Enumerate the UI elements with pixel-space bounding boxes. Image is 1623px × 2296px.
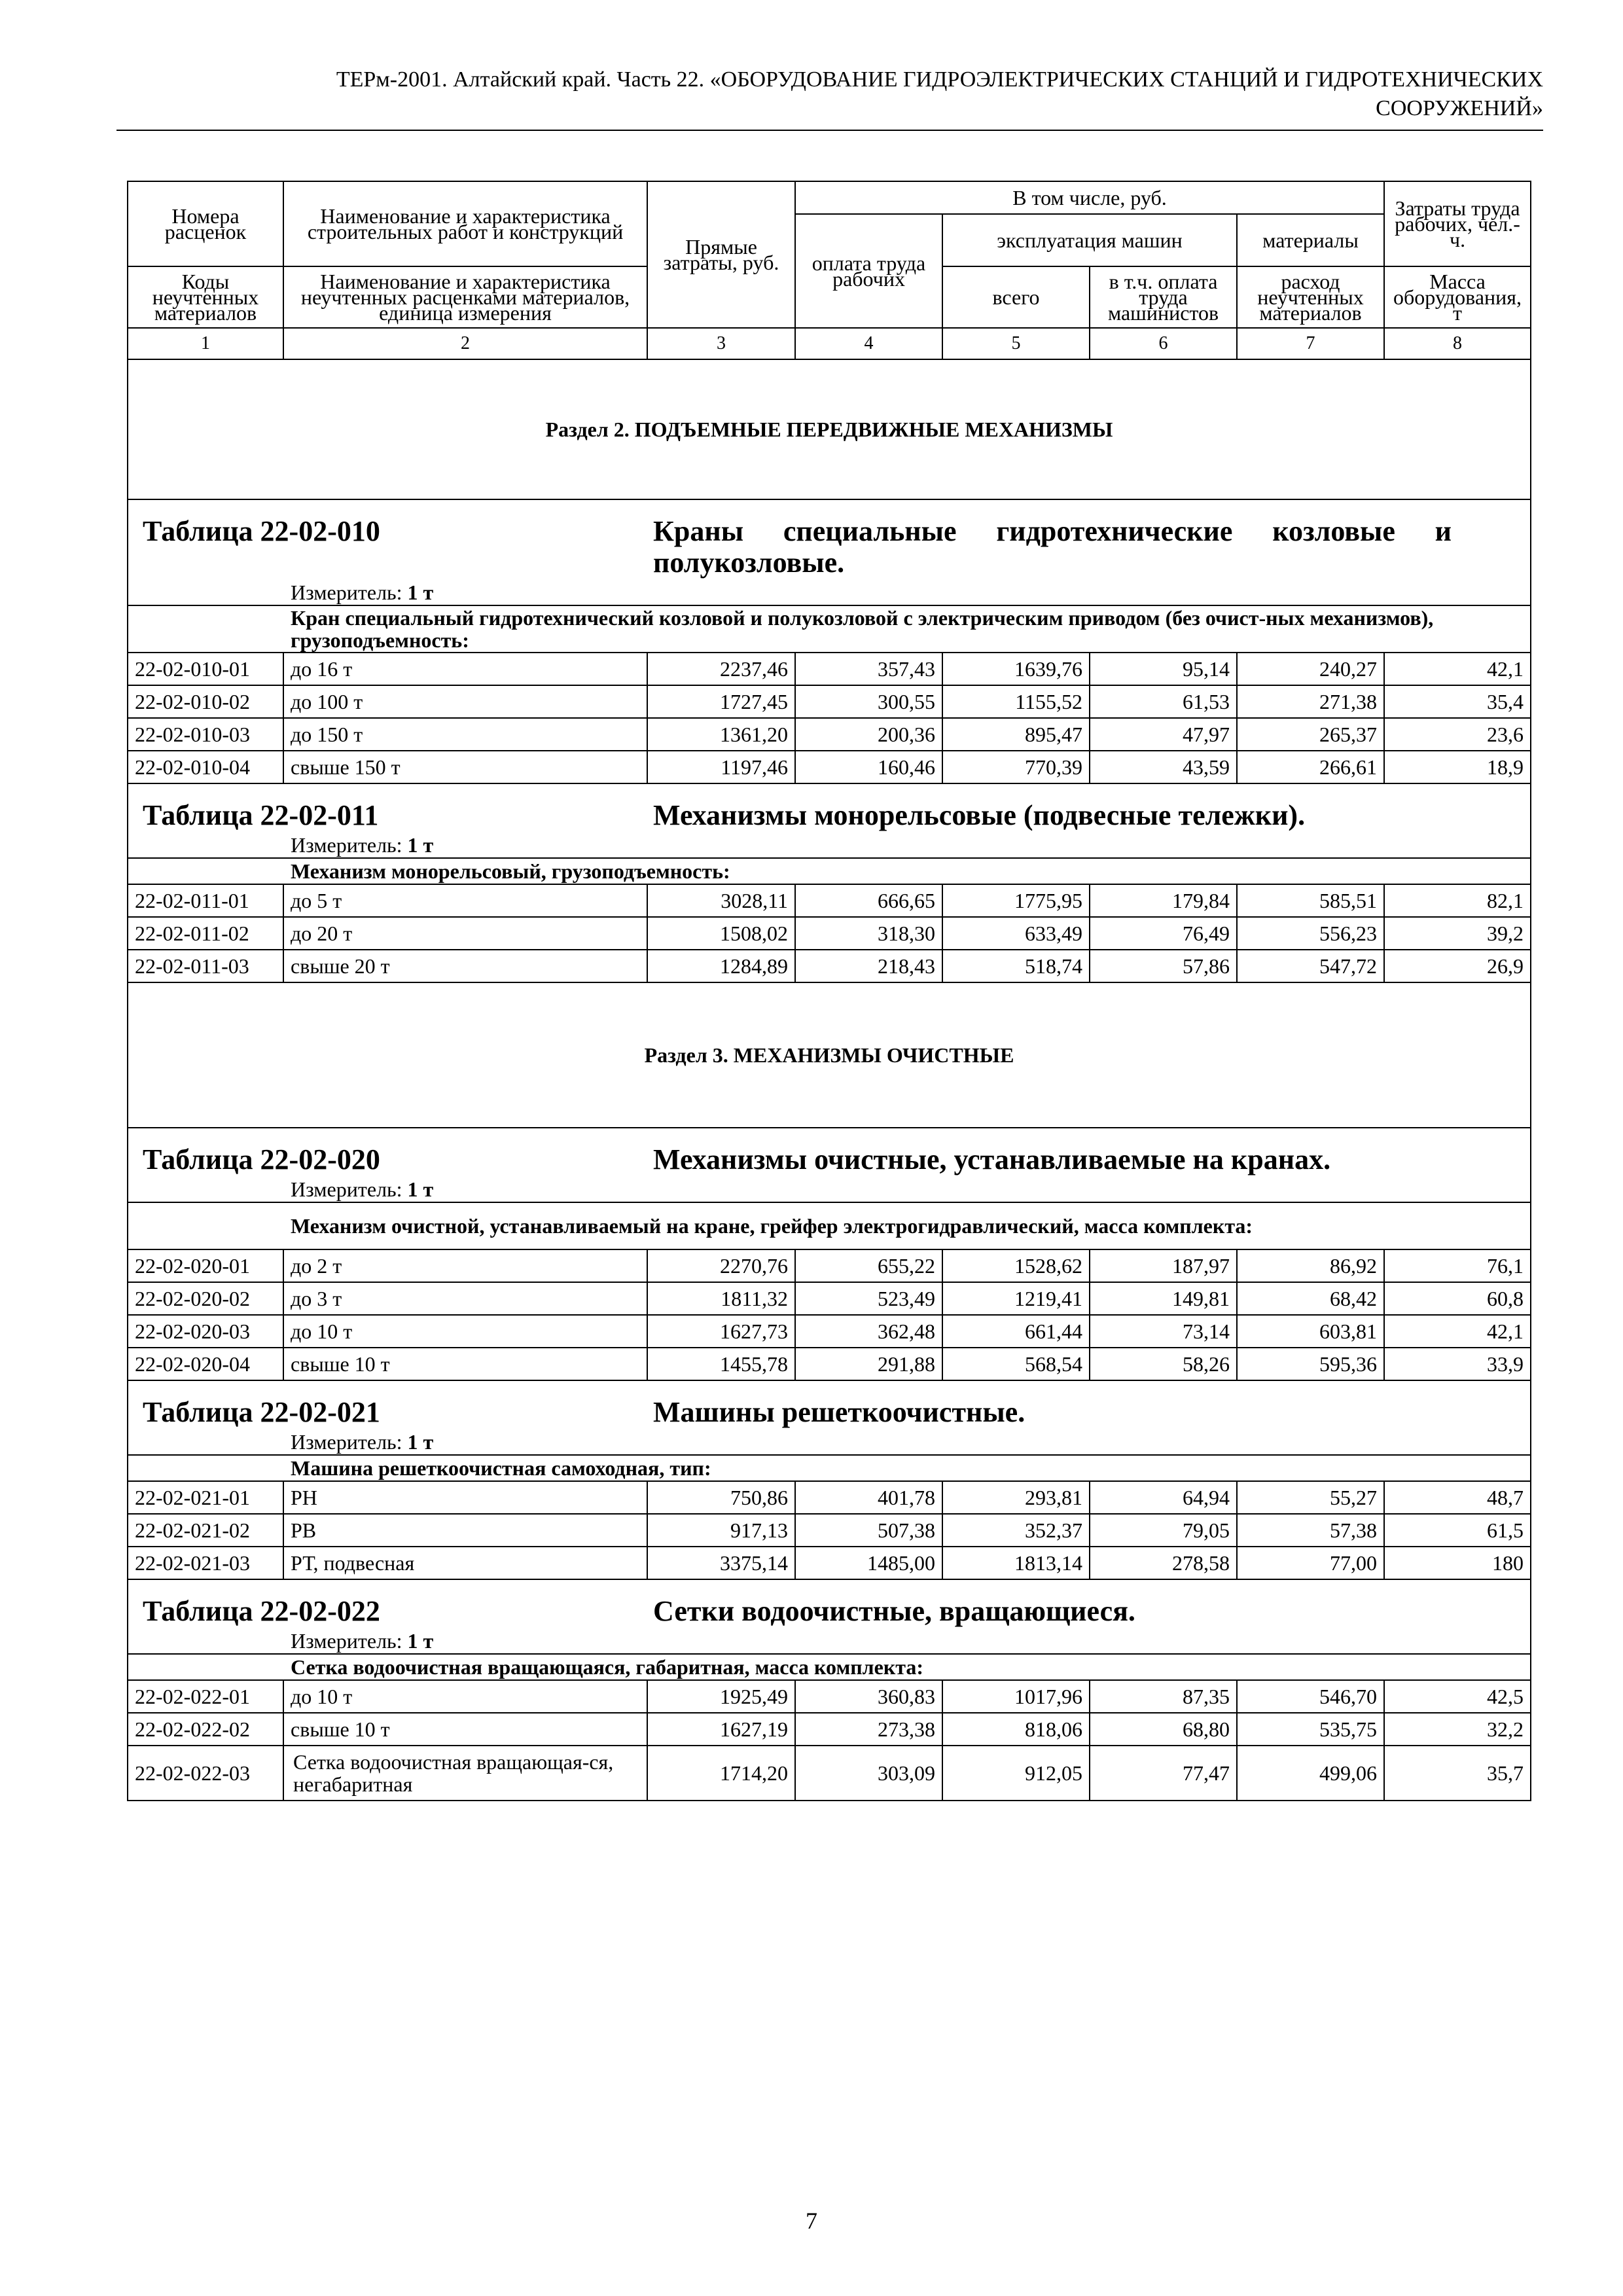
worker-pay: 666,65 bbox=[795, 884, 942, 917]
operator-pay: 47,97 bbox=[1090, 718, 1237, 751]
materials: 595,36 bbox=[1237, 1348, 1384, 1380]
machines-total: 518,74 bbox=[942, 950, 1090, 982]
running-header bbox=[116, 65, 1543, 123]
labor: 39,2 bbox=[1384, 917, 1531, 950]
col-number: 8 bbox=[1384, 328, 1531, 359]
col-name-header: Наименование и характеристика строительных работ и конструкций bbox=[283, 181, 647, 266]
operator-pay: 43,59 bbox=[1090, 751, 1237, 783]
table-title bbox=[128, 784, 1530, 831]
col-including-header: В том числе, руб. bbox=[795, 181, 1384, 214]
labor: 35,4 bbox=[1384, 685, 1531, 718]
worker-pay: 160,46 bbox=[795, 751, 942, 783]
table-row bbox=[128, 1514, 1531, 1547]
machines-total: 1528,62 bbox=[942, 1249, 1090, 1282]
rate-code: 22-02-010-02 bbox=[128, 685, 283, 718]
measure-label: Измеритель: bbox=[291, 1629, 402, 1653]
table-row bbox=[128, 1282, 1531, 1315]
table-number: Таблица 22-02-010 bbox=[143, 515, 380, 547]
rate-name: Сетка водоочистная вращающая-ся, негабаритная bbox=[283, 1746, 647, 1801]
measure-cell bbox=[128, 1627, 1531, 1654]
rate-code: 22-02-010-03 bbox=[128, 718, 283, 751]
materials: 68,42 bbox=[1237, 1282, 1384, 1315]
worker-pay: 318,30 bbox=[795, 917, 942, 950]
table-row bbox=[128, 950, 1531, 982]
measure-value: 1 т bbox=[407, 1177, 434, 1201]
table-title-cell bbox=[128, 1128, 1531, 1175]
rate-code: 22-02-020-03 bbox=[128, 1315, 283, 1348]
materials: 55,27 bbox=[1237, 1481, 1384, 1514]
direct-costs: 1627,19 bbox=[647, 1713, 795, 1746]
measure-value: 1 т bbox=[407, 1629, 434, 1653]
machines-total: 1639,76 bbox=[942, 653, 1090, 685]
rate-name: РН bbox=[283, 1481, 647, 1514]
table-title bbox=[128, 1128, 1530, 1175]
table-title-row bbox=[128, 499, 1531, 579]
machines-total: 568,54 bbox=[942, 1348, 1090, 1380]
header-row-1 bbox=[128, 181, 1531, 214]
labor: 60,8 bbox=[1384, 1282, 1531, 1315]
table-name: Краны специальные гидротехнические козловые и полукозловые. bbox=[653, 515, 1452, 579]
rate-name: до 150 т bbox=[283, 718, 647, 751]
table-title-cell bbox=[128, 1380, 1531, 1428]
rate-name: свыше 10 т bbox=[283, 1713, 647, 1746]
rate-name: РТ, подвесная bbox=[283, 1547, 647, 1579]
group-row bbox=[128, 1455, 1531, 1481]
operator-pay: 187,97 bbox=[1090, 1249, 1237, 1282]
worker-pay: 200,36 bbox=[795, 718, 942, 751]
worker-pay: 401,78 bbox=[795, 1481, 942, 1514]
operator-pay: 149,81 bbox=[1090, 1282, 1237, 1315]
materials: 535,75 bbox=[1237, 1713, 1384, 1746]
worker-pay: 523,49 bbox=[795, 1282, 942, 1315]
table-row bbox=[128, 1713, 1531, 1746]
table-row bbox=[128, 718, 1531, 751]
table-row bbox=[128, 1547, 1531, 1579]
table-title bbox=[128, 1381, 1530, 1428]
col-number: 4 bbox=[795, 328, 942, 359]
direct-costs: 1361,20 bbox=[647, 718, 795, 751]
measure-label: Измеритель: bbox=[291, 833, 402, 857]
col-name-bottom-header: Наименование и характеристика неучтенных расценками материалов, единица измерения bbox=[283, 266, 647, 328]
direct-costs: 2270,76 bbox=[647, 1249, 795, 1282]
materials: 240,27 bbox=[1237, 653, 1384, 685]
materials: 603,81 bbox=[1237, 1315, 1384, 1348]
materials: 86,92 bbox=[1237, 1249, 1384, 1282]
rate-name: свыше 10 т bbox=[283, 1348, 647, 1380]
section-row bbox=[128, 359, 1531, 499]
rate-code: 22-02-021-01 bbox=[128, 1481, 283, 1514]
labor: 26,9 bbox=[1384, 950, 1531, 982]
table-row bbox=[128, 1746, 1531, 1801]
machines-total: 1155,52 bbox=[942, 685, 1090, 718]
direct-costs: 917,13 bbox=[647, 1514, 795, 1547]
col-labor-header: Затраты труда рабочих, чел.-ч. bbox=[1384, 181, 1531, 266]
operator-pay: 73,14 bbox=[1090, 1315, 1237, 1348]
worker-pay: 218,43 bbox=[795, 950, 942, 982]
measure-label: Измеритель: bbox=[291, 1430, 402, 1454]
direct-costs: 1811,32 bbox=[647, 1282, 795, 1315]
operator-pay: 61,53 bbox=[1090, 685, 1237, 718]
group-caption: Машина решеткоочистная самоходная, тип: bbox=[128, 1455, 1531, 1481]
rate-name: до 10 т bbox=[283, 1315, 647, 1348]
operator-pay: 179,84 bbox=[1090, 884, 1237, 917]
section-row bbox=[128, 982, 1531, 1128]
group-row bbox=[128, 1654, 1531, 1680]
operator-pay: 58,26 bbox=[1090, 1348, 1237, 1380]
measure-value: 1 т bbox=[407, 833, 434, 857]
col-operator-pay-header: в т.ч. оплата труда машинистов bbox=[1090, 266, 1237, 328]
col-number: 5 bbox=[942, 328, 1090, 359]
rate-code: 22-02-020-02 bbox=[128, 1282, 283, 1315]
measure-cell bbox=[128, 579, 1531, 605]
col-materials-header: материалы bbox=[1237, 214, 1384, 266]
rate-name: свыше 20 т bbox=[283, 950, 647, 982]
rate-code: 22-02-020-04 bbox=[128, 1348, 283, 1380]
rate-code: 22-02-020-01 bbox=[128, 1249, 283, 1282]
section-title: Раздел 2. ПОДЪЕМНЫЕ ПЕРЕДВИЖНЫЕ МЕХАНИЗМЫ bbox=[128, 359, 1531, 499]
rate-name: до 3 т bbox=[283, 1282, 647, 1315]
machines-total: 818,06 bbox=[942, 1713, 1090, 1746]
rate-name: до 10 т bbox=[283, 1680, 647, 1713]
measure-cell bbox=[128, 1428, 1531, 1455]
direct-costs: 1197,46 bbox=[647, 751, 795, 783]
direct-costs: 3375,14 bbox=[647, 1547, 795, 1579]
running-header-line-2: СООРУЖЕНИЙ» bbox=[1376, 96, 1543, 120]
rate-code: 22-02-021-03 bbox=[128, 1547, 283, 1579]
table-number: Таблица 22-02-021 bbox=[143, 1396, 380, 1428]
worker-pay: 273,38 bbox=[795, 1713, 942, 1746]
col-machines-header: эксплуатация машин bbox=[942, 214, 1237, 266]
direct-costs: 2237,46 bbox=[647, 653, 795, 685]
labor: 180 bbox=[1384, 1547, 1531, 1579]
operator-pay: 87,35 bbox=[1090, 1680, 1237, 1713]
col-number: 1 bbox=[128, 328, 283, 359]
measure-cell bbox=[128, 831, 1531, 858]
machines-total: 1219,41 bbox=[942, 1282, 1090, 1315]
page-number: 7 bbox=[806, 2208, 817, 2234]
measure-row bbox=[128, 1428, 1531, 1455]
table-row bbox=[128, 1315, 1531, 1348]
table-name: Сетки водоочистные, вращающиеся. bbox=[653, 1595, 1135, 1627]
rate-name: до 20 т bbox=[283, 917, 647, 950]
rate-name: свыше 150 т bbox=[283, 751, 647, 783]
materials: 271,38 bbox=[1237, 685, 1384, 718]
rate-name: до 100 т bbox=[283, 685, 647, 718]
machines-total: 770,39 bbox=[942, 751, 1090, 783]
table-row bbox=[128, 751, 1531, 783]
materials: 77,00 bbox=[1237, 1547, 1384, 1579]
rate-name: РВ bbox=[283, 1514, 647, 1547]
materials: 547,72 bbox=[1237, 950, 1384, 982]
materials: 546,70 bbox=[1237, 1680, 1384, 1713]
col-number: 2 bbox=[283, 328, 647, 359]
labor: 42,1 bbox=[1384, 653, 1531, 685]
machines-total: 912,05 bbox=[942, 1746, 1090, 1801]
rate-code: 22-02-011-02 bbox=[128, 917, 283, 950]
machines-total: 895,47 bbox=[942, 718, 1090, 751]
table-title-row bbox=[128, 783, 1531, 831]
table-number: Таблица 22-02-011 bbox=[143, 799, 379, 831]
direct-costs: 750,86 bbox=[647, 1481, 795, 1514]
measure-cell bbox=[128, 1175, 1531, 1202]
group-row bbox=[128, 1202, 1531, 1249]
materials: 265,37 bbox=[1237, 718, 1384, 751]
operator-pay: 278,58 bbox=[1090, 1547, 1237, 1579]
direct-costs: 1508,02 bbox=[647, 917, 795, 950]
running-header-line-1: ТЕРм-2001. Алтайский край. Часть 22. «ОБОРУДОВАНИЕ ГИДРОЭЛЕКТРИЧЕСКИХ СТАНЦИЙ И ГИДРОТЕХНИЧЕСКИХ bbox=[336, 67, 1543, 92]
table-row bbox=[128, 653, 1531, 685]
group-caption: Механизм монорельсовый, грузоподъемность: bbox=[128, 858, 1531, 884]
measure-row bbox=[128, 579, 1531, 605]
labor: 61,5 bbox=[1384, 1514, 1531, 1547]
col-total-header: всего bbox=[942, 266, 1090, 328]
table-title-cell bbox=[128, 783, 1531, 831]
direct-costs: 1925,49 bbox=[647, 1680, 795, 1713]
machines-total: 633,49 bbox=[942, 917, 1090, 950]
rate-code: 22-02-021-02 bbox=[128, 1514, 283, 1547]
col-mass-header: Масса оборудования, т bbox=[1384, 266, 1531, 328]
measure-row bbox=[128, 1175, 1531, 1202]
labor: 35,7 bbox=[1384, 1746, 1531, 1801]
measure-value: 1 т bbox=[407, 581, 434, 604]
labor: 48,7 bbox=[1384, 1481, 1531, 1514]
labor: 42,5 bbox=[1384, 1680, 1531, 1713]
table-title-cell bbox=[128, 499, 1531, 579]
table-row bbox=[128, 685, 1531, 718]
column-numbers-row bbox=[128, 328, 1531, 359]
materials: 266,61 bbox=[1237, 751, 1384, 783]
rate-code: 22-02-011-03 bbox=[128, 950, 283, 982]
rate-name: до 2 т bbox=[283, 1249, 647, 1282]
table-name: Машины решеткоочистные. bbox=[653, 1396, 1026, 1428]
worker-pay: 1485,00 bbox=[795, 1547, 942, 1579]
direct-costs: 1714,20 bbox=[647, 1746, 795, 1801]
section-title: Раздел 3. МЕХАНИЗМЫ ОЧИСТНЫЕ bbox=[128, 982, 1531, 1128]
header-rule bbox=[116, 130, 1543, 131]
col-rate-numbers-header: Номера расценок bbox=[128, 181, 283, 266]
labor: 23,6 bbox=[1384, 718, 1531, 751]
table-row bbox=[128, 1481, 1531, 1514]
rate-code: 22-02-022-02 bbox=[128, 1713, 283, 1746]
worker-pay: 291,88 bbox=[795, 1348, 942, 1380]
worker-pay: 300,55 bbox=[795, 685, 942, 718]
col-number: 6 bbox=[1090, 328, 1237, 359]
direct-costs: 1455,78 bbox=[647, 1348, 795, 1380]
rate-name: до 5 т bbox=[283, 884, 647, 917]
machines-total: 352,37 bbox=[942, 1514, 1090, 1547]
table-row bbox=[128, 1348, 1531, 1380]
col-number: 7 bbox=[1237, 328, 1384, 359]
operator-pay: 68,80 bbox=[1090, 1713, 1237, 1746]
materials: 499,06 bbox=[1237, 1746, 1384, 1801]
direct-costs: 1727,45 bbox=[647, 685, 795, 718]
group-row bbox=[128, 605, 1531, 653]
direct-costs: 1284,89 bbox=[647, 950, 795, 982]
operator-pay: 64,94 bbox=[1090, 1481, 1237, 1514]
table-title-row bbox=[128, 1579, 1531, 1627]
rate-code: 22-02-010-01 bbox=[128, 653, 283, 685]
machines-total: 1017,96 bbox=[942, 1680, 1090, 1713]
worker-pay: 362,48 bbox=[795, 1315, 942, 1348]
table-row bbox=[128, 917, 1531, 950]
col-material-use-header: расход неучтенных материалов bbox=[1237, 266, 1384, 328]
operator-pay: 77,47 bbox=[1090, 1746, 1237, 1801]
group-caption: Кран специальный гидротехнический козловой и полукозловой с электрическим приводом (без очист-ных механизмов), грузоподъемность: bbox=[128, 605, 1531, 653]
operator-pay: 95,14 bbox=[1090, 653, 1237, 685]
measure-value: 1 т bbox=[407, 1430, 434, 1454]
col-direct-costs-header: Прямые затраты, руб. bbox=[647, 181, 795, 328]
col-worker-pay-header: оплата труда рабочих bbox=[795, 214, 942, 328]
group-caption: Механизм очистной, устанавливаемый на кране, грейфер электрогидравлический, масса комплекта: bbox=[128, 1202, 1531, 1249]
table-title-row bbox=[128, 1128, 1531, 1175]
measure-label: Измеритель: bbox=[291, 581, 402, 604]
machines-total: 293,81 bbox=[942, 1481, 1090, 1514]
table-number: Таблица 22-02-022 bbox=[143, 1595, 380, 1627]
table-title-cell bbox=[128, 1579, 1531, 1627]
worker-pay: 357,43 bbox=[795, 653, 942, 685]
group-caption: Сетка водоочистная вращающаяся, габаритная, масса комплекта: bbox=[128, 1654, 1531, 1680]
machines-total: 661,44 bbox=[942, 1315, 1090, 1348]
table-row bbox=[128, 1680, 1531, 1713]
rate-code: 22-02-022-03 bbox=[128, 1746, 283, 1801]
machines-total: 1775,95 bbox=[942, 884, 1090, 917]
table-name: Механизмы очистные, устанавливаемые на кранах. bbox=[653, 1143, 1331, 1175]
table-row bbox=[128, 1249, 1531, 1282]
table-number: Таблица 22-02-020 bbox=[143, 1143, 380, 1175]
measure-row bbox=[128, 831, 1531, 858]
labor: 42,1 bbox=[1384, 1315, 1531, 1348]
table-row bbox=[128, 884, 1531, 917]
rate-code: 22-02-010-04 bbox=[128, 751, 283, 783]
table-name: Механизмы монорельсовые (подвесные тележки). bbox=[653, 799, 1306, 831]
operator-pay: 76,49 bbox=[1090, 917, 1237, 950]
materials: 585,51 bbox=[1237, 884, 1384, 917]
rate-code: 22-02-022-01 bbox=[128, 1680, 283, 1713]
labor: 18,9 bbox=[1384, 751, 1531, 783]
direct-costs: 1627,73 bbox=[647, 1315, 795, 1348]
materials: 556,23 bbox=[1237, 917, 1384, 950]
operator-pay: 57,86 bbox=[1090, 950, 1237, 982]
direct-costs: 3028,11 bbox=[647, 884, 795, 917]
measure-label: Измеритель: bbox=[291, 1177, 402, 1201]
labor: 32,2 bbox=[1384, 1713, 1531, 1746]
rates-table bbox=[127, 181, 1531, 1801]
worker-pay: 655,22 bbox=[795, 1249, 942, 1282]
worker-pay: 303,09 bbox=[795, 1746, 942, 1801]
worker-pay: 507,38 bbox=[795, 1514, 942, 1547]
table-title bbox=[128, 1580, 1530, 1627]
materials: 57,38 bbox=[1237, 1514, 1384, 1547]
labor: 82,1 bbox=[1384, 884, 1531, 917]
worker-pay: 360,83 bbox=[795, 1680, 942, 1713]
table-title bbox=[128, 500, 1530, 579]
rate-name: до 16 т bbox=[283, 653, 647, 685]
measure-row bbox=[128, 1627, 1531, 1654]
col-number: 3 bbox=[647, 328, 795, 359]
col-codes-header: Коды неучтенных материалов bbox=[128, 266, 283, 328]
table-title-row bbox=[128, 1380, 1531, 1428]
operator-pay: 79,05 bbox=[1090, 1514, 1237, 1547]
machines-total: 1813,14 bbox=[942, 1547, 1090, 1579]
labor: 76,1 bbox=[1384, 1249, 1531, 1282]
labor: 33,9 bbox=[1384, 1348, 1531, 1380]
rate-code: 22-02-011-01 bbox=[128, 884, 283, 917]
group-row bbox=[128, 858, 1531, 884]
